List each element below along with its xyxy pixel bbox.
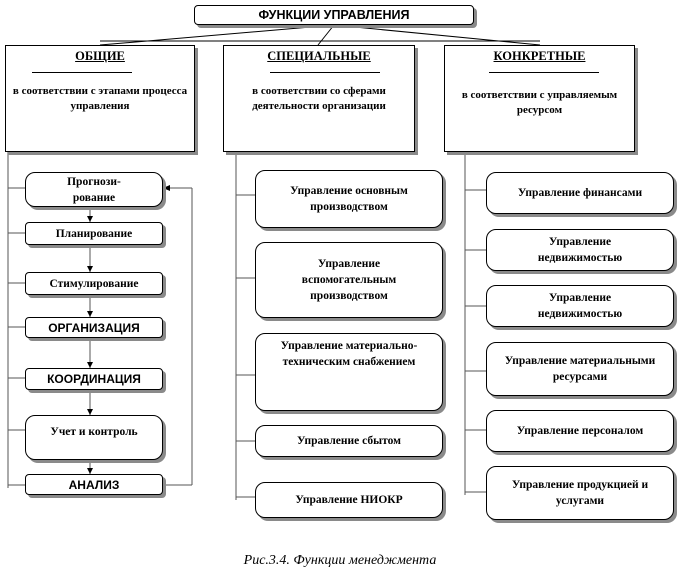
column-header-general bbox=[5, 45, 195, 152]
special-item-core-production: Управление основным производством bbox=[255, 170, 443, 228]
figure-caption: Рис.3.4. Функции менеджмента bbox=[243, 553, 437, 568]
column-header-general-label: ОБЩИЕ bbox=[75, 49, 125, 63]
general-item-stimulation: Стимулирование bbox=[25, 272, 163, 295]
header-divider bbox=[489, 72, 599, 73]
specific-item-real-estate-2: Управление недвижимостью bbox=[486, 285, 674, 327]
special-item-logistics-supply: Управление материально-техническим снабжением bbox=[255, 333, 443, 411]
column-header-special-label: СПЕЦИАЛЬНЫЕ bbox=[267, 49, 371, 63]
header-divider bbox=[32, 72, 132, 73]
special-item-rnd: Управление НИОКР bbox=[255, 482, 443, 518]
special-item-auxiliary-production: Управление вспомогательным производством bbox=[255, 242, 443, 318]
specific-item-finance: Управление финансами bbox=[486, 172, 674, 214]
column-header-specific-subtitle: в соответствии с управляемым ресурсом bbox=[461, 89, 618, 116]
column-header-special-subtitle: в соответствии со сферами деятельности организации bbox=[252, 85, 386, 112]
special-item-sales: Управление сбытом bbox=[255, 425, 443, 457]
specific-item-real-estate: Управление недвижимостью bbox=[486, 229, 674, 271]
specific-item-products-services: Управление продукцией и услугами bbox=[486, 466, 674, 520]
specific-item-personnel: Управление персоналом bbox=[486, 410, 674, 452]
column-header-general-subtitle: в соответствии с этапами процесса управления bbox=[12, 85, 188, 112]
general-item-accounting-control: Учет и контроль bbox=[25, 415, 163, 460]
general-item-coordination: КООРДИНАЦИЯ bbox=[25, 368, 163, 390]
diagram-title: ФУНКЦИИ УПРАВЛЕНИЯ bbox=[194, 5, 474, 25]
column-header-specific bbox=[444, 45, 635, 152]
header-divider bbox=[270, 72, 380, 73]
column-header-specific-label: КОНКРЕТНЫЕ bbox=[493, 49, 586, 63]
general-item-organization: ОРГАНИЗАЦИЯ bbox=[25, 317, 163, 338]
general-item-forecasting: Прогнози-рование bbox=[25, 172, 163, 207]
general-item-analysis: АНАЛИЗ bbox=[25, 474, 163, 495]
specific-item-material-resources: Управление материальными ресурсами bbox=[486, 342, 674, 396]
column-header-special bbox=[223, 45, 415, 152]
general-item-planning: Планирование bbox=[25, 222, 163, 245]
